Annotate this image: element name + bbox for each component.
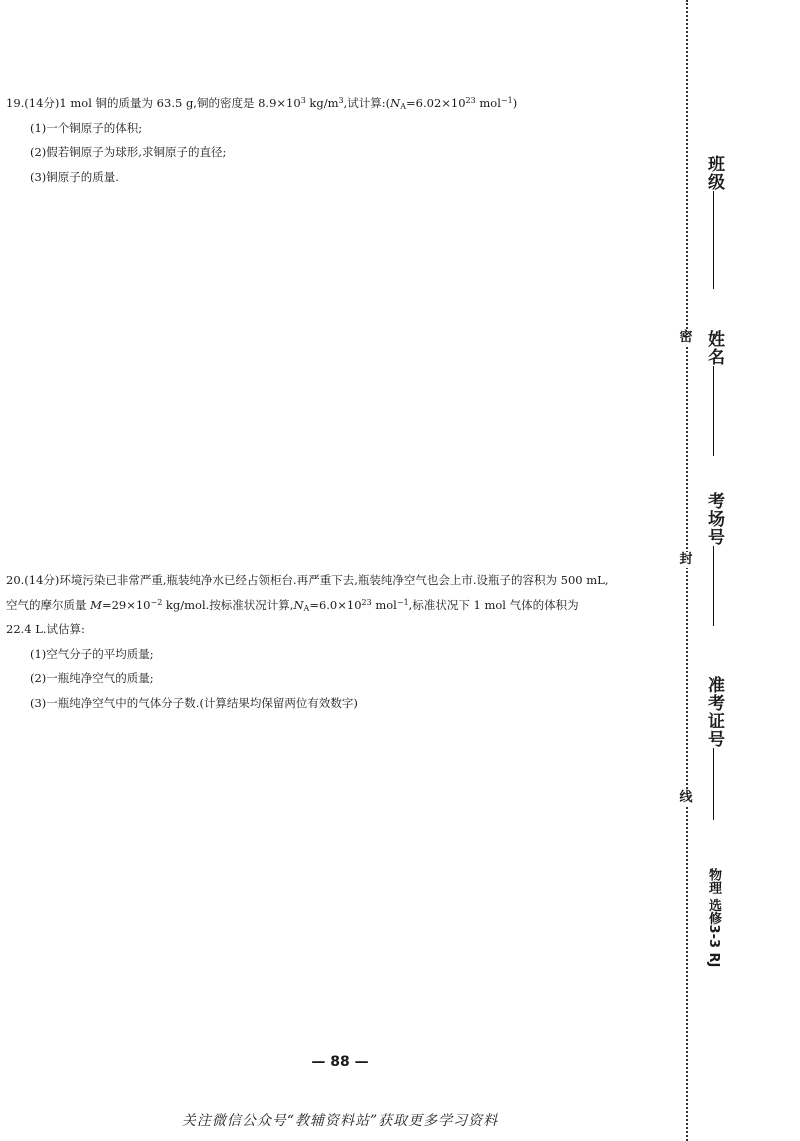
field-exam-room-blank[interactable] [713,546,714,626]
question-20-line-3: 22.4 L.试估算: [6,622,85,636]
field-ticket-number-label: 准考证号 [704,676,724,748]
question-19-part-3: (3)铜原子的质量. [30,169,119,184]
field-class-label: 班级 [704,155,724,191]
field-ticket-number [702,676,728,820]
question-20-part-1: (1)空气分子的平均质量; [30,646,154,661]
field-class [702,155,728,289]
question-20-part-2: (2)一瓶纯净空气的质量; [30,671,154,685]
field-name-blank[interactable] [713,366,714,456]
question-20-part-3: (3)一瓶纯净空气中的气体分子数.(计算结果均保留两位有效数字) [30,695,358,710]
field-name-label: 姓名 [704,330,724,366]
field-exam-room-label: 考场号 [704,492,724,546]
field-exam-room [702,492,728,626]
seal-mark-mi: 密 [679,330,693,345]
question-19-part-1: (1)一个铜原子的体积; [30,120,143,135]
question-20-line-2: 空气的摩尔质量 $M=29\times 10^{-2}$ kg/mol.按标准状况计算$,N_A=6.0\times 10^{23}$ mol$^{-1}$,标准状况下 1 mol 气体的体积为 [6,597,579,613]
page-number: — 88 — [311,1054,369,1070]
binding-dotted-line [686,0,688,1141]
field-name [702,330,728,456]
footer-note: 关注微信公众号“教辅资料站”获取更多学习资料 [181,1113,499,1129]
question-19-stem: 19.(14分)1 mol 铜的质量为 63.5 g,铜的密度是 $8.9\times 10^3$ $kg/m^3$,试计算$:(N_A=6.02\times 10^{23}$ mol$^{-1}$) [6,96,518,111]
field-ticket-number-blank[interactable] [713,748,714,820]
subject-label: 物理 选修3-3 RJ [706,868,721,968]
seal-mark-xian: 线 [679,790,693,805]
seal-mark-feng: 封 [679,552,693,567]
question-20 [6,568,676,715]
question-19 [6,91,676,189]
field-class-blank[interactable] [713,191,714,289]
question-19-part-2: (2)假若铜原子为球形,求铜原子的直径; [30,145,227,159]
question-20-line-1: 20.(14分)环境污染已非常严重,瓶装纯净水已经占领柜台.再严重下去,瓶装纯净空气也会上市.设瓶子的容积为 500 mL, [6,573,609,587]
